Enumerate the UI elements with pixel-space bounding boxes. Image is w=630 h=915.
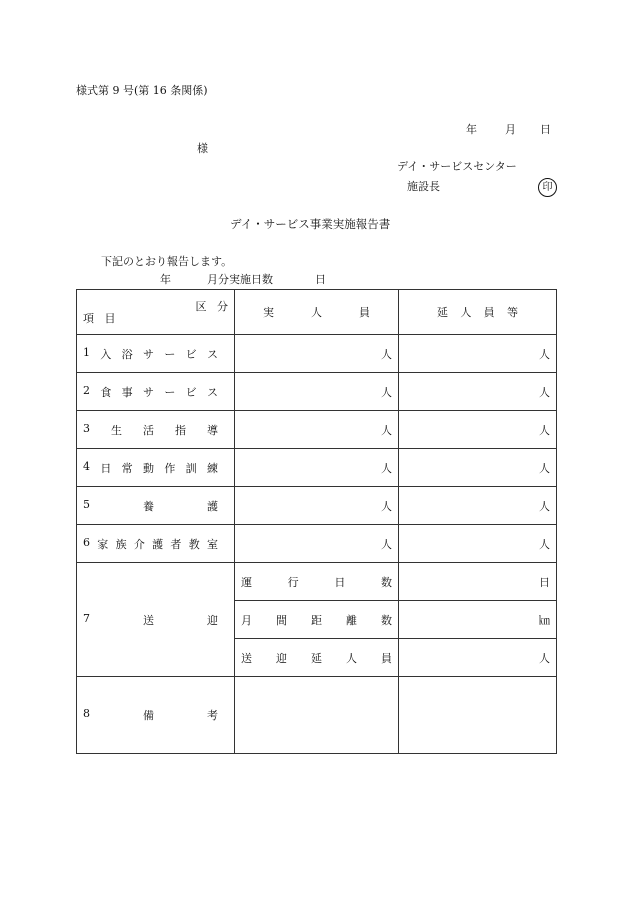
row-5-actual[interactable]: 人: [235, 487, 399, 525]
table-row: [77, 335, 557, 373]
director-label: 施設長: [407, 180, 440, 193]
label-char: 離: [346, 613, 357, 627]
label-char: 護: [152, 537, 164, 551]
label-char: ス: [206, 385, 218, 399]
label-char: 延: [311, 651, 322, 665]
label-char: 7: [83, 611, 90, 625]
label-char: 活: [143, 423, 154, 437]
label-char: 指: [175, 423, 186, 437]
label-char: 教: [188, 537, 200, 551]
label-char: 1: [83, 345, 90, 359]
transport-monthly-distance-value[interactable]: ㎞: [399, 601, 557, 639]
row-2-label: [77, 373, 235, 411]
intro-text: 下記のとおり報告します。: [101, 255, 233, 268]
date-day-label: 日: [540, 123, 551, 136]
label-char: 日: [100, 461, 112, 475]
row-4-label: [77, 449, 235, 487]
label-char: ビ: [185, 347, 197, 361]
label-char: 養: [143, 499, 154, 513]
transport-total-persons-value[interactable]: 人: [399, 639, 557, 677]
table-row: [77, 411, 557, 449]
label-char: 等: [506, 306, 518, 319]
label-char: 導: [207, 423, 218, 437]
label-char: 生: [111, 423, 122, 437]
row-7-label: [77, 563, 235, 677]
label-char: 8: [83, 707, 90, 720]
report-table: [76, 289, 557, 754]
label-char: 月: [241, 613, 252, 627]
addressee-suffix: 様: [197, 142, 208, 155]
seal-stamp: 印: [538, 178, 557, 197]
table-row: [77, 487, 557, 525]
label-char: 作: [164, 461, 176, 475]
center-name: デイ・サービスセンター: [397, 160, 517, 173]
label-char: サ: [142, 385, 154, 399]
document-title: デイ・サービス事業実施報告書: [230, 217, 391, 231]
label-char: 人: [346, 651, 357, 665]
label-char: 延: [437, 306, 448, 319]
label-char: 練: [206, 461, 218, 475]
label-char: 3: [83, 421, 90, 435]
table-row: [77, 563, 557, 601]
form-number: 様式第 9 号(第 16 条関係): [76, 84, 208, 97]
label-char: 員: [359, 306, 370, 319]
table-row: [77, 525, 557, 563]
label-char: 2: [83, 383, 90, 397]
label-char: 常: [121, 461, 133, 475]
label-char: ス: [206, 347, 218, 361]
row-8-label: [77, 677, 235, 754]
row-1-actual[interactable]: 人: [235, 335, 399, 373]
label-char: 数: [381, 613, 392, 627]
label-char: 送: [143, 613, 154, 627]
label-char: 迎: [276, 651, 287, 665]
row-2-total[interactable]: 人: [399, 373, 557, 411]
label-char: 員: [483, 306, 495, 319]
label-char: 浴: [121, 347, 133, 361]
label-char: 者: [170, 537, 182, 551]
label-char: 実: [263, 306, 274, 319]
label-char: 人: [460, 306, 472, 319]
row-3-label: [77, 411, 235, 449]
transport-total-persons-label: [235, 639, 399, 677]
label-char: 入: [100, 347, 112, 361]
label-char: 人: [311, 306, 322, 319]
row-4-actual[interactable]: 人: [235, 449, 399, 487]
label-char: 室: [206, 537, 218, 551]
period-month-label: 月分実施日数: [207, 273, 273, 286]
table-header-row: [77, 290, 557, 335]
label-char: 護: [207, 499, 218, 513]
transport-monthly-distance-label: [235, 601, 399, 639]
label-char: ー: [164, 385, 176, 399]
date-month-label: 月: [505, 123, 516, 136]
row-3-actual[interactable]: 人: [235, 411, 399, 449]
period-year-label: 年: [160, 273, 171, 286]
label-char: 事: [121, 385, 133, 399]
label-char: 送: [241, 651, 252, 665]
period-day-label: 日: [315, 273, 326, 286]
row-1-label: [77, 335, 235, 373]
label-char: 日: [334, 575, 346, 589]
header-category-cell: [77, 290, 235, 335]
transport-operation-days-value[interactable]: 日: [399, 563, 557, 601]
header-koumoku: 項 目: [83, 312, 116, 325]
row-2-actual[interactable]: 人: [235, 373, 399, 411]
table-row: [77, 449, 557, 487]
row-3-total[interactable]: 人: [399, 411, 557, 449]
label-char: 備: [143, 709, 154, 722]
label-char: 間: [276, 613, 287, 627]
label-char: 動: [142, 461, 154, 475]
row-5-total[interactable]: 人: [399, 487, 557, 525]
row-1-total[interactable]: 人: [399, 335, 557, 373]
row-6-actual[interactable]: 人: [235, 525, 399, 563]
table-row: [77, 373, 557, 411]
label-char: 食: [100, 385, 112, 399]
label-char: 族: [115, 537, 127, 551]
label-char: 6: [83, 535, 90, 549]
header-actual-persons: [235, 290, 399, 335]
label-char: 数: [380, 575, 392, 589]
label-char: 介: [133, 537, 145, 551]
label-char: ビ: [185, 385, 197, 399]
label-char: 4: [83, 459, 90, 473]
label-char: 考: [207, 709, 218, 722]
label-char: 訓: [185, 461, 197, 475]
label-char: 迎: [207, 613, 218, 627]
label-char: 運: [241, 575, 252, 589]
label-char: 距: [311, 613, 322, 627]
label-char: 行: [287, 575, 299, 589]
label-char: ー: [164, 347, 176, 361]
label-char: 員: [381, 651, 392, 665]
remarks-total-cell[interactable]: [399, 677, 557, 754]
remarks-actual-cell[interactable]: [235, 677, 399, 754]
row-6-label: [77, 525, 235, 563]
label-char: 5: [83, 497, 90, 511]
header-kubun: 区 分: [195, 300, 228, 313]
label-char: サ: [142, 347, 154, 361]
date-year-label: 年: [466, 123, 477, 136]
header-total-persons: [399, 290, 557, 335]
row-4-total[interactable]: 人: [399, 449, 557, 487]
row-6-total[interactable]: 人: [399, 525, 557, 563]
transport-operation-days-label: [235, 563, 399, 601]
row-5-label: [77, 487, 235, 525]
label-char: 家: [97, 537, 109, 551]
table-row: [77, 677, 557, 754]
